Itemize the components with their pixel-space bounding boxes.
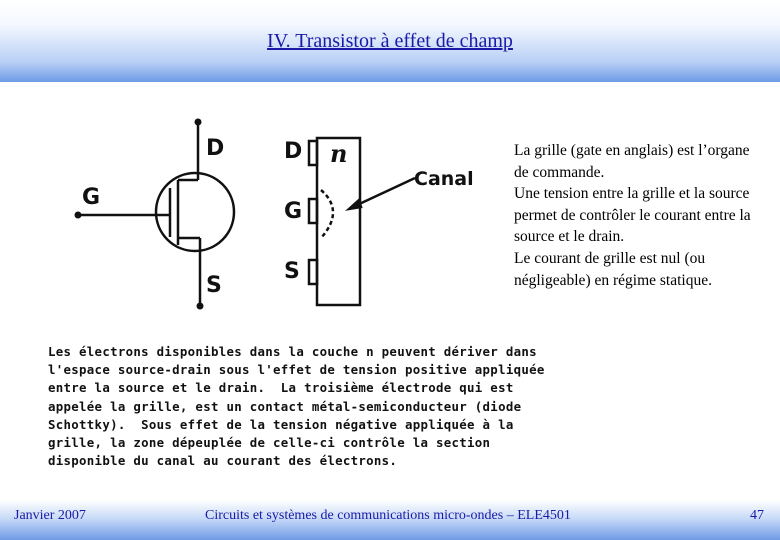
structure-gate-label: G [284,199,303,224]
channel-label: Canal [414,168,474,190]
fet-structure [309,138,415,305]
symbol-gate-label: G [82,185,101,210]
note-line: entre la source et le drain. La troisième électrode qui est [48,380,514,396]
slide-title: IV. Transistor à effet de champ [267,30,513,52]
note-line: disponible du canal au courant des électrons. [48,453,398,469]
page-number: 47 [750,508,764,523]
symbol-source-label: S [206,273,222,298]
description-line: Le courant de grille est nul (ou négligeable) en régime statique. [514,249,712,289]
structure-type-label: n [330,139,348,168]
note-line: l'espace source-drain sous l'effet de tension positive appliquée [48,362,545,378]
structure-drain-label: D [284,139,303,164]
description-line: La grille (gate en anglais) est l’organe de commande. [514,142,750,181]
structure-source-label: S [284,259,300,284]
footer-date: Janvier 2007 [14,508,86,523]
description-line: Une tension entre la grille et la source permet de contrôler le courant entre la source et le drain. [514,185,751,246]
description-text [514,140,764,291]
footer-course: Circuits et systèmes de communications micro-ondes – ELE4501 [205,508,571,523]
fet-figure [60,110,490,315]
note-line: grille, la zone dépeuplée de celle-ci contrôle la section [48,435,491,451]
symbol-drain-label: D [206,136,225,161]
note-line: appelée la grille, est un contact métal-semiconducteur (diode [48,398,522,414]
note-line: Les électrons disponibles dans la couche n peuvent dériver dans [48,344,537,359]
handwritten-note [48,343,648,470]
note-line: Schottky). Sous effet de la tension négative appliquée à la [48,416,514,432]
